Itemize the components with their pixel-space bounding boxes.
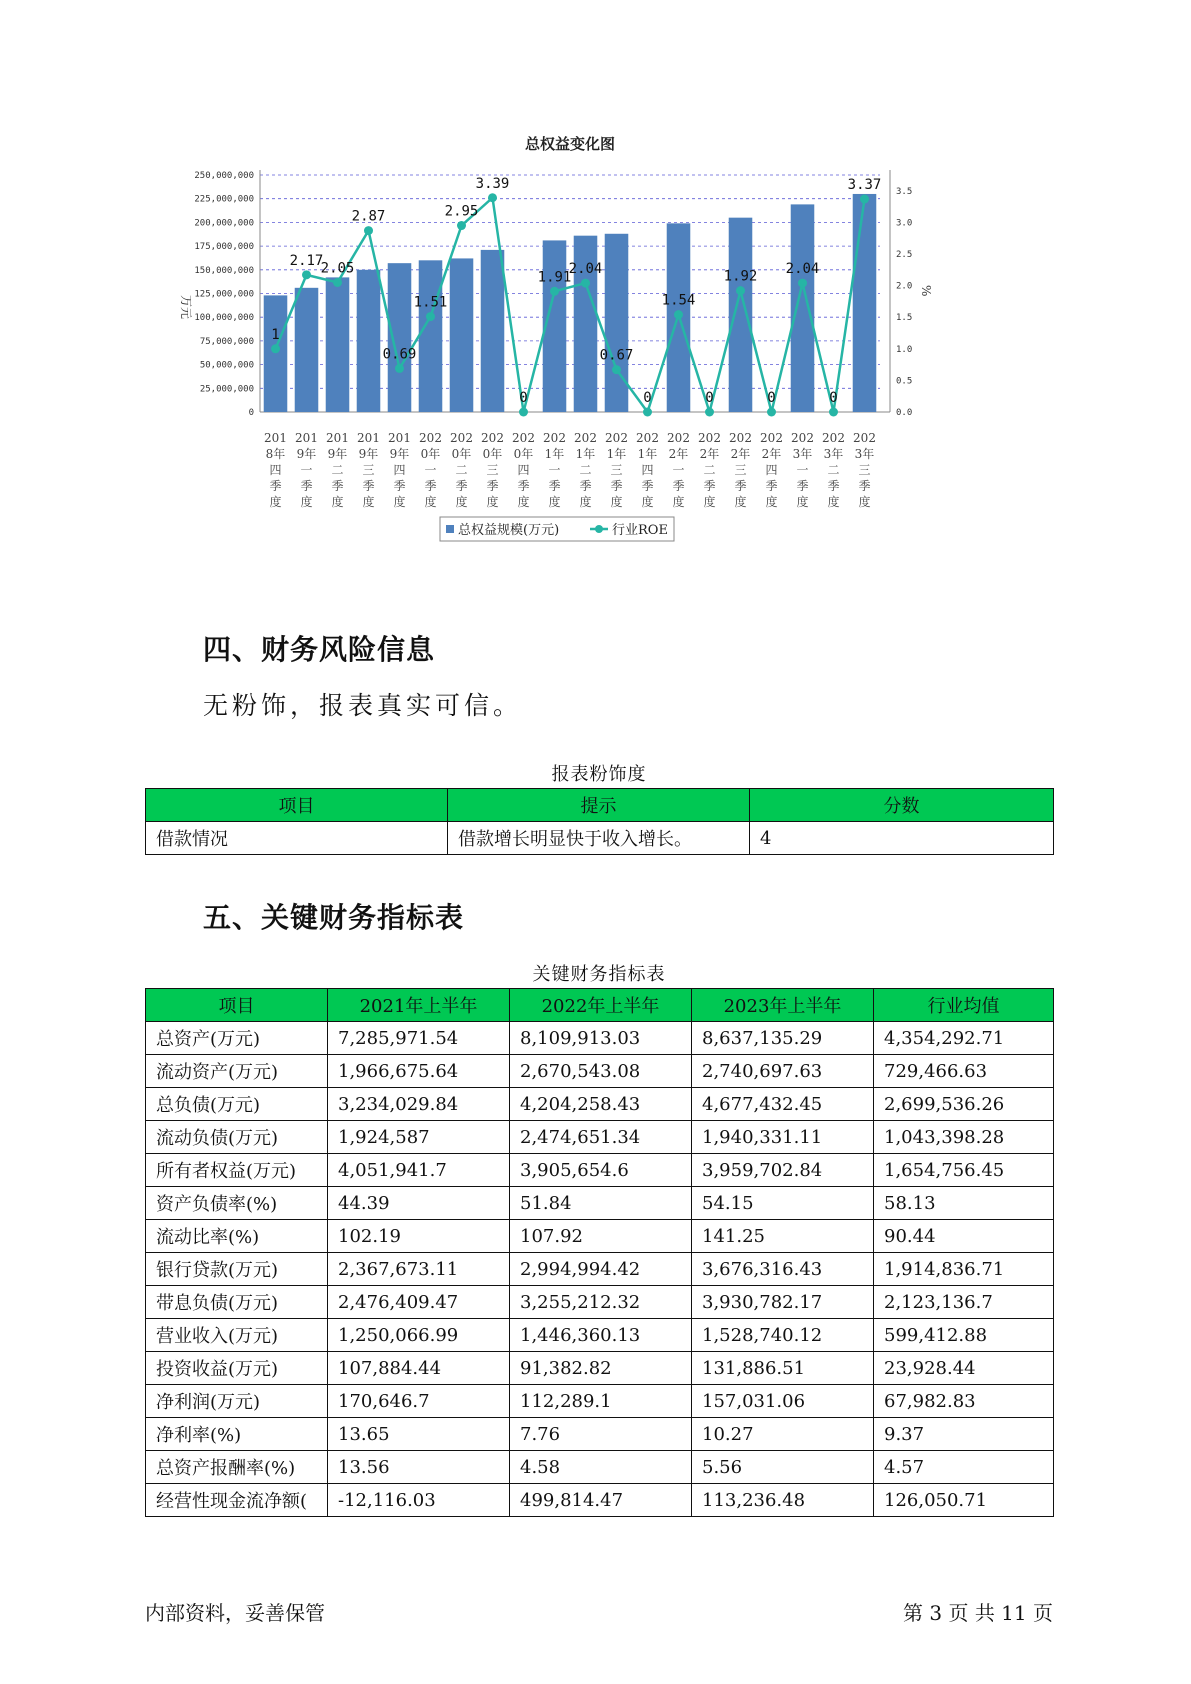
- kpi-table-cell: 资产负债率(%): [146, 1187, 328, 1220]
- x-tick-label: 度: [548, 495, 561, 509]
- x-tick-label: 8年: [265, 447, 286, 461]
- kpi-table-cell: 3,905,654.6: [510, 1154, 692, 1187]
- x-tick-label: 季: [610, 479, 623, 493]
- x-tick-label: 季: [486, 479, 499, 493]
- x-tick-label: 季: [641, 479, 654, 493]
- roe-point: [488, 193, 497, 202]
- kpi-table-cell: 170,646.7: [328, 1385, 510, 1418]
- x-tick-label: 0年: [513, 447, 534, 461]
- bar: [419, 260, 443, 412]
- x-tick-label: 201: [295, 431, 318, 445]
- x-tick-label: 9年: [358, 447, 379, 461]
- table-row: [146, 1220, 1054, 1253]
- x-tick-label: 二: [827, 463, 840, 477]
- kpi-table-cell: 3,959,702.84: [692, 1154, 874, 1187]
- table-row: [146, 1352, 1054, 1385]
- x-tick-label: 202: [605, 431, 628, 445]
- roe-point: [829, 408, 838, 417]
- kpi-table-cell: 2,670,543.08: [510, 1055, 692, 1088]
- section5-title: 五、关键财务指标表: [203, 901, 465, 934]
- kpi-table-cell: 1,914,836.71: [874, 1253, 1054, 1286]
- roe-point: [457, 221, 466, 230]
- kpi-table-cell: 1,446,360.13: [510, 1319, 692, 1352]
- x-tick-label: 一: [548, 463, 561, 477]
- kpi-table-cell: 10.27: [692, 1418, 874, 1451]
- bar: [264, 295, 288, 412]
- roe-data-label: 1.51: [413, 294, 448, 311]
- kpi-table-cell: 流动资产(万元): [146, 1055, 328, 1088]
- x-tick-label: 202: [636, 431, 659, 445]
- roe-data-label: 3.39: [475, 175, 510, 192]
- roe-data-label: 0: [519, 390, 528, 406]
- table-row: [146, 1484, 1054, 1517]
- x-tick-label: 201: [357, 431, 380, 445]
- y-tick-label: 200,000,000: [194, 218, 254, 229]
- kpi-table-cell: 91,382.82: [510, 1352, 692, 1385]
- y-axis-label: 万元: [179, 295, 193, 320]
- kpi-table-cell: 729,466.63: [874, 1055, 1054, 1088]
- table-row: [146, 1055, 1054, 1088]
- x-tick-label: 度: [300, 495, 313, 509]
- x-tick-label: 2年: [699, 447, 720, 461]
- x-tick-label: 二: [579, 463, 592, 477]
- x-tick-label: 季: [858, 479, 871, 493]
- roe-point: [519, 408, 528, 417]
- x-tick-label: 季: [796, 479, 809, 493]
- x-tick-label: 202: [822, 431, 845, 445]
- kpi-table-cell: 5.56: [692, 1451, 874, 1484]
- kpi-table-cell: 1,940,331.11: [692, 1121, 874, 1154]
- kpi-table-cell: 2,699,536.26: [874, 1088, 1054, 1121]
- y-tick-label: 25,000,000: [199, 384, 254, 395]
- x-tick-label: 三: [362, 463, 375, 477]
- roe-data-label: 1.91: [537, 269, 572, 286]
- x-tick-label: 2年: [761, 447, 782, 461]
- table-row: [146, 1022, 1054, 1055]
- kpi-table-cell: 1,043,398.28: [874, 1121, 1054, 1154]
- x-tick-label: 202: [698, 431, 721, 445]
- x-tick-label: 度: [765, 495, 778, 509]
- roe-point: [426, 312, 435, 321]
- kpi-table: [145, 988, 1054, 1517]
- x-tick-label: 度: [827, 495, 840, 509]
- y2-tick-label: 2.5: [896, 250, 913, 260]
- y-tick-label: 50,000,000: [199, 360, 254, 371]
- y2-tick-label: 1.0: [896, 344, 913, 355]
- kpi-table-cell: 营业收入(万元): [146, 1319, 328, 1352]
- y-tick-label: 150,000,000: [194, 265, 254, 276]
- kpi-table-cell: 67,982.83: [874, 1385, 1054, 1418]
- x-tick-label: 季: [331, 479, 344, 493]
- roe-data-label: 2.04: [785, 261, 820, 278]
- kpi-table-cell: 4,354,292.71: [874, 1022, 1054, 1055]
- roe-data-label: 2.04: [568, 261, 603, 278]
- kpi-table-cell: 113,236.48: [692, 1484, 874, 1517]
- table-row: [146, 1451, 1054, 1484]
- x-tick-label: 一: [796, 463, 809, 477]
- roe-data-label: 0.67: [599, 347, 634, 364]
- roe-point: [550, 287, 559, 296]
- kpi-table-cell: 4.57: [874, 1451, 1054, 1484]
- x-tick-label: 0年: [451, 447, 472, 461]
- x-tick-label: 度: [641, 495, 654, 509]
- bar: [357, 270, 381, 412]
- kpi-table-cell: 总负债(万元): [146, 1088, 328, 1121]
- bar: [729, 218, 753, 412]
- x-tick-label: 3年: [823, 447, 844, 461]
- roe-data-label: 1: [271, 326, 280, 343]
- x-tick-label: 202: [574, 431, 597, 445]
- kpi-table-cell: 3,255,212.32: [510, 1286, 692, 1319]
- kpi-table-cell: 2,367,673.11: [328, 1253, 510, 1286]
- x-tick-label: 季: [269, 479, 282, 493]
- kpi-table-cell: 7.76: [510, 1418, 692, 1451]
- section4-text: 无粉饰，报表真实可信。: [203, 691, 523, 720]
- kpi-table-cell: 所有者权益(万元): [146, 1154, 328, 1187]
- x-tick-label: 度: [517, 495, 530, 509]
- kpi-table-cell: 54.15: [692, 1187, 874, 1220]
- y2-tick-label: 1.5: [896, 313, 913, 324]
- x-tick-label: 季: [703, 479, 716, 493]
- kpi-table-cell: 2,994,994.42: [510, 1253, 692, 1286]
- x-tick-label: 201: [326, 431, 349, 445]
- table-row: [146, 1286, 1054, 1319]
- y2-tick-label: 0.5: [896, 376, 913, 387]
- x-tick-label: 9年: [389, 447, 410, 461]
- kpi-table-cell: 1,654,756.45: [874, 1154, 1054, 1187]
- kpi-table-cell: 1,528,740.12: [692, 1319, 874, 1352]
- kpi-table-header-cell: 项目: [146, 989, 328, 1022]
- kpi-table-cell: 8,637,135.29: [692, 1022, 874, 1055]
- x-tick-label: 度: [672, 495, 685, 509]
- kpi-table-cell: 4,677,432.45: [692, 1088, 874, 1121]
- x-tick-label: 季: [362, 479, 375, 493]
- x-tick-label: 3年: [854, 447, 875, 461]
- kpi-table-header-cell: 行业均值: [874, 989, 1054, 1022]
- x-tick-label: 1年: [606, 447, 627, 461]
- y-tick-label: 125,000,000: [194, 289, 254, 300]
- x-tick-label: 季: [300, 479, 313, 493]
- table-row: [146, 1385, 1054, 1418]
- roe-point: [767, 408, 776, 417]
- y-tick-label: 225,000,000: [194, 194, 254, 205]
- kpi-table-cell: 126,050.71: [874, 1484, 1054, 1517]
- x-tick-label: 季: [827, 479, 840, 493]
- roe-point: [612, 365, 621, 374]
- x-tick-label: 度: [579, 495, 592, 509]
- x-tick-label: 度: [734, 495, 747, 509]
- kpi-table-cell: 带息负债(万元): [146, 1286, 328, 1319]
- x-tick-label: 0年: [482, 447, 503, 461]
- kpi-table-cell: 2,740,697.63: [692, 1055, 874, 1088]
- table-row: [146, 822, 1054, 855]
- risk-table-cell: 借款增长明显快于收入增长。: [448, 822, 750, 855]
- roe-data-label: 0.69: [382, 346, 417, 363]
- risk-table-header-cell: 提示: [448, 789, 750, 822]
- roe-data-label: 2.05: [320, 260, 355, 277]
- roe-data-label: 2.17: [289, 252, 324, 269]
- x-tick-label: 度: [796, 495, 809, 509]
- x-tick-label: 度: [331, 495, 344, 509]
- x-tick-label: 一: [424, 463, 437, 477]
- y-tick-label: 250,000,000: [194, 171, 254, 181]
- risk-table-cell: 4: [750, 822, 1054, 855]
- kpi-table-cell: 499,814.47: [510, 1484, 692, 1517]
- x-tick-label: 度: [486, 495, 499, 509]
- kpi-table-cell: 13.56: [328, 1451, 510, 1484]
- x-tick-label: 度: [703, 495, 716, 509]
- roe-data-label: 1.92: [723, 268, 758, 285]
- roe-point: [643, 408, 652, 417]
- x-tick-label: 季: [672, 479, 685, 493]
- roe-point: [333, 278, 342, 287]
- kpi-table-cell: 3,930,782.17: [692, 1286, 874, 1319]
- x-tick-label: 季: [765, 479, 778, 493]
- kpi-table-cell: 107,884.44: [328, 1352, 510, 1385]
- kpi-table-cell: 净利率(%): [146, 1418, 328, 1451]
- bar: [791, 204, 815, 412]
- x-tick-label: 202: [481, 431, 504, 445]
- kpi-table-cell: 107.92: [510, 1220, 692, 1253]
- y-tick-label: 0: [248, 408, 254, 418]
- roe-point: [271, 344, 280, 353]
- roe-data-label: 0: [829, 390, 838, 406]
- kpi-table-cell: 1,966,675.64: [328, 1055, 510, 1088]
- table-row: [146, 1187, 1054, 1220]
- y-tick-label: 75,000,000: [199, 336, 254, 347]
- bar: [450, 258, 474, 412]
- y2-tick-label: 3.5: [896, 186, 913, 197]
- x-tick-label: 1年: [544, 447, 565, 461]
- x-tick-label: 201: [388, 431, 411, 445]
- bar: [326, 277, 350, 412]
- roe-point: [736, 286, 745, 295]
- x-tick-label: 202: [791, 431, 814, 445]
- y2-tick-label: 2.0: [896, 281, 913, 292]
- roe-data-label: 0: [643, 390, 652, 406]
- kpi-table-cell: 3,234,029.84: [328, 1088, 510, 1121]
- x-tick-label: 四: [393, 463, 406, 477]
- kpi-table-cell: 141.25: [692, 1220, 874, 1253]
- kpi-table-cell: 3,676,316.43: [692, 1253, 874, 1286]
- kpi-table-cell: 流动负债(万元): [146, 1121, 328, 1154]
- x-tick-label: 四: [641, 463, 654, 477]
- risk-table-cell: 借款情况: [146, 822, 448, 855]
- legend-bar-swatch: [446, 525, 454, 533]
- kpi-table-cell: 银行贷款(万元): [146, 1253, 328, 1286]
- bar: [605, 234, 629, 412]
- roe-point: [581, 279, 590, 288]
- section4-title: 四、财务风险信息: [203, 633, 436, 666]
- x-tick-label: 三: [486, 463, 499, 477]
- kpi-table-cell: 23,928.44: [874, 1352, 1054, 1385]
- y2-axis-label: %: [919, 285, 933, 297]
- kpi-table-cell: 102.19: [328, 1220, 510, 1253]
- x-tick-label: 3年: [792, 447, 813, 461]
- kpi-table-cell: 经营性现金流净额(: [146, 1484, 328, 1517]
- x-tick-label: 202: [512, 431, 535, 445]
- x-tick-label: 201: [264, 431, 287, 445]
- kpi-table-cell: 9.37: [874, 1418, 1054, 1451]
- equity-change-chart: [170, 135, 1030, 595]
- x-tick-label: 202: [450, 431, 473, 445]
- y-tick-label: 175,000,000: [194, 242, 254, 253]
- kpi-table-cell: 2,123,136.7: [874, 1286, 1054, 1319]
- kpi-table-cell: 90.44: [874, 1220, 1054, 1253]
- roe-data-label: 2.87: [351, 208, 386, 225]
- table-row: [146, 1088, 1054, 1121]
- kpi-table-cell: 157,031.06: [692, 1385, 874, 1418]
- x-tick-label: 季: [517, 479, 530, 493]
- table-row: [146, 1121, 1054, 1154]
- x-tick-label: 三: [610, 463, 623, 477]
- risk-table-header-cell: 分数: [750, 789, 1054, 822]
- legend-bar-label: 总权益规模(万元): [458, 523, 560, 538]
- y2-tick-label: 0.0: [896, 408, 913, 418]
- x-tick-label: 1年: [575, 447, 596, 461]
- roe-point: [395, 364, 404, 373]
- bar: [853, 194, 877, 412]
- roe-data-label: 1.54: [661, 292, 696, 309]
- x-tick-label: 202: [853, 431, 876, 445]
- legend-line-label: 行业ROE: [612, 523, 668, 538]
- x-tick-label: 2年: [730, 447, 751, 461]
- risk-table-caption: 报表粉饰度: [551, 764, 647, 785]
- x-tick-label: 季: [455, 479, 468, 493]
- x-tick-label: 三: [858, 463, 871, 477]
- kpi-table-cell: 净利润(万元): [146, 1385, 328, 1418]
- x-tick-label: 1年: [637, 447, 658, 461]
- kpi-table-cell: 1,250,066.99: [328, 1319, 510, 1352]
- kpi-table-cell: 112,289.1: [510, 1385, 692, 1418]
- x-tick-label: 2年: [668, 447, 689, 461]
- table-row: [146, 1154, 1054, 1187]
- kpi-table-cell: 4,204,258.43: [510, 1088, 692, 1121]
- x-tick-label: 四: [765, 463, 778, 477]
- kpi-table-cell: -12,116.03: [328, 1484, 510, 1517]
- kpi-table-cell: 4,051,941.7: [328, 1154, 510, 1187]
- y-tick-label: 100,000,000: [194, 313, 254, 324]
- kpi-table-cell: 投资收益(万元): [146, 1352, 328, 1385]
- x-tick-label: 一: [300, 463, 313, 477]
- kpi-table-cell: 51.84: [510, 1187, 692, 1220]
- x-tick-label: 度: [610, 495, 623, 509]
- x-tick-label: 二: [455, 463, 468, 477]
- table-row: [146, 1319, 1054, 1352]
- roe-data-label: 2.95: [444, 203, 479, 220]
- roe-data-label: 0: [705, 390, 714, 406]
- roe-point: [860, 195, 869, 204]
- x-tick-label: 度: [362, 495, 375, 509]
- bar: [295, 288, 319, 412]
- kpi-table-cell: 13.65: [328, 1418, 510, 1451]
- x-tick-label: 季: [579, 479, 592, 493]
- x-tick-label: 二: [703, 463, 716, 477]
- legend-line-marker: [595, 525, 603, 533]
- kpi-table-header-cell: 2021年上半年: [328, 989, 510, 1022]
- kpi-table-cell: 流动比率(%): [146, 1220, 328, 1253]
- x-tick-label: 季: [548, 479, 561, 493]
- footer-left: 内部资料，妥善保管: [145, 1601, 325, 1625]
- roe-point: [364, 226, 373, 235]
- kpi-table-cell: 8,109,913.03: [510, 1022, 692, 1055]
- footer-page-number: 第 3 页 共 11 页: [903, 1601, 1053, 1625]
- x-tick-label: 0年: [420, 447, 441, 461]
- x-tick-label: 三: [734, 463, 747, 477]
- x-tick-label: 二: [331, 463, 344, 477]
- kpi-table-cell: 131,886.51: [692, 1352, 874, 1385]
- bar: [388, 263, 412, 412]
- x-tick-label: 度: [393, 495, 406, 509]
- kpi-table-header-cell: 2023年上半年: [692, 989, 874, 1022]
- x-tick-label: 季: [734, 479, 747, 493]
- x-tick-label: 度: [455, 495, 468, 509]
- x-tick-label: 度: [858, 495, 871, 509]
- roe-point: [302, 270, 311, 279]
- x-tick-label: 202: [760, 431, 783, 445]
- kpi-table-cell: 2,474,651.34: [510, 1121, 692, 1154]
- kpi-table-cell: 44.39: [328, 1187, 510, 1220]
- x-tick-label: 季: [393, 479, 406, 493]
- risk-table-header-cell: 项目: [146, 789, 448, 822]
- roe-point: [705, 408, 714, 417]
- roe-point: [798, 279, 807, 288]
- y2-tick-label: 3.0: [896, 218, 913, 229]
- risk-table: [145, 788, 1054, 855]
- kpi-table-cell: 总资产(万元): [146, 1022, 328, 1055]
- x-tick-label: 202: [729, 431, 752, 445]
- chart-title: 总权益变化图: [524, 135, 616, 153]
- x-tick-label: 202: [543, 431, 566, 445]
- table-row: [146, 1253, 1054, 1286]
- x-tick-label: 9年: [327, 447, 348, 461]
- roe-data-label: 3.37: [847, 177, 882, 194]
- roe-point: [674, 310, 683, 319]
- x-tick-label: 度: [424, 495, 437, 509]
- kpi-table-cell: 58.13: [874, 1187, 1054, 1220]
- kpi-table-cell: 1,924,587: [328, 1121, 510, 1154]
- x-tick-label: 季: [424, 479, 437, 493]
- table-row: [146, 1418, 1054, 1451]
- x-tick-label: 202: [419, 431, 442, 445]
- kpi-table-header-cell: 2022年上半年: [510, 989, 692, 1022]
- kpi-table-cell: 4.58: [510, 1451, 692, 1484]
- x-tick-label: 202: [667, 431, 690, 445]
- x-tick-label: 一: [672, 463, 685, 477]
- x-tick-label: 9年: [296, 447, 317, 461]
- kpi-table-cell: 599,412.88: [874, 1319, 1054, 1352]
- roe-data-label: 0: [767, 390, 776, 406]
- x-tick-label: 度: [269, 495, 282, 509]
- kpi-table-cell: 总资产报酬率(%): [146, 1451, 328, 1484]
- bar: [481, 250, 505, 412]
- x-tick-label: 四: [269, 463, 282, 477]
- x-tick-label: 四: [517, 463, 530, 477]
- kpi-table-caption: 关键财务指标表: [532, 964, 666, 985]
- kpi-table-cell: 2,476,409.47: [328, 1286, 510, 1319]
- kpi-table-cell: 7,285,971.54: [328, 1022, 510, 1055]
